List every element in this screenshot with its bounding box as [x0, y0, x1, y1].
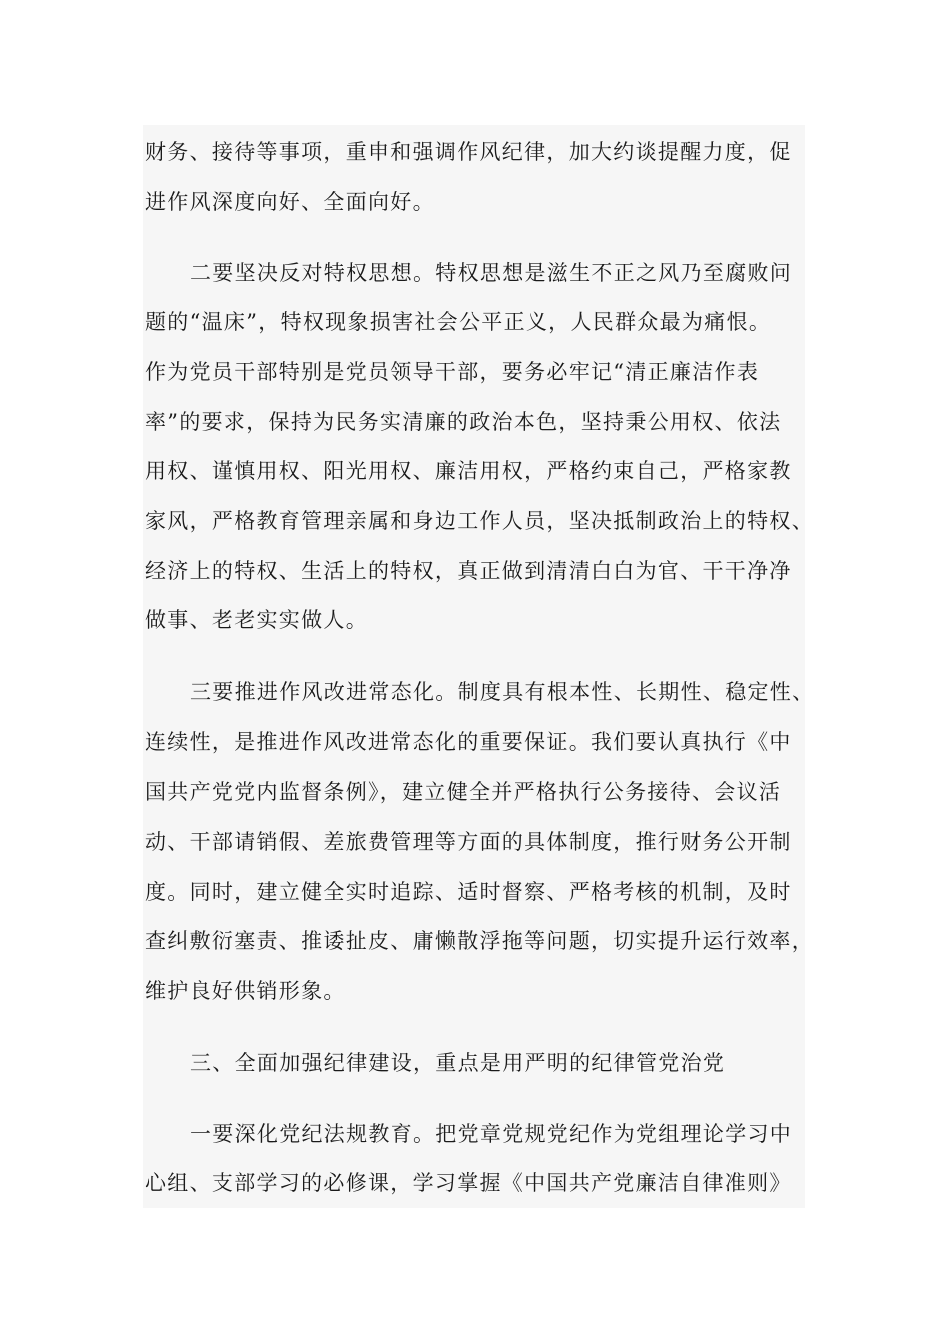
text-line: 财务、接待等事项，重申和强调作风纪律，加大约谈提醒力度，促	[145, 140, 792, 164]
text-line: 家风，严格教育管理亲属和身边工作人员，坚决抵制政治上的特权、	[145, 509, 814, 533]
text-line: 连续性，是推进作风改进常态化的重要保证。我们要认真执行《中	[145, 730, 792, 754]
text-line: 用权、谨慎用权、阳光用权、廉洁用权，严格约束自己，严格家教	[145, 459, 792, 483]
text-line: 动、干部请销假、差旅费管理等方面的具体制度，推行财务公开制	[145, 830, 792, 854]
text-line: 做事、老老实实做人。	[145, 608, 368, 632]
section-heading: 三、全面加强纪律建设，重点是用严明的纪律管党治党	[190, 1051, 726, 1075]
text-line: 经济上的特权、生活上的特权，真正做到清清白白为官、干干净净	[145, 559, 792, 583]
text-line: 国共产党党内监督条例》，建立健全并严格执行公务接待、会议活	[145, 780, 782, 804]
text-line: 查纠敷衍塞责、推诿扯皮、庸懒散浮拖等问题，切实提升运行效率，	[145, 929, 814, 953]
text-line: 进作风深度向好、全面向好。	[145, 190, 435, 214]
text-line: 维护良好供销形象。	[145, 979, 346, 1003]
paragraph-first-line: 二要坚决反对特权思想。特权思想是滋生不正之风乃至腐败问	[190, 261, 793, 285]
text-line: 心组、支部学习的必修课，学习掌握《中国共产党廉洁自律准则》	[145, 1171, 792, 1195]
text-line: 度。同时，建立健全实时追踪、适时督察、严格考核的机制，及时	[145, 880, 792, 904]
text-line: 作为党员干部特别是党员领导干部，要务必牢记“清正廉洁作表	[145, 360, 760, 384]
paragraph-first-line: 三要推进作风改进常态化。制度具有根本性、长期性、稳定性、	[190, 680, 815, 704]
text-line: 题的“温床”，特权现象损害社会公平正义，人民群众最为痛恨。	[145, 310, 772, 334]
paragraph-first-line: 一要深化党纪法规教育。把党章党规党纪作为党组理论学习中	[190, 1122, 793, 1146]
text-line: 率”的要求，保持为民务实清廉的政治本色，坚持秉公用权、依法	[145, 410, 782, 434]
